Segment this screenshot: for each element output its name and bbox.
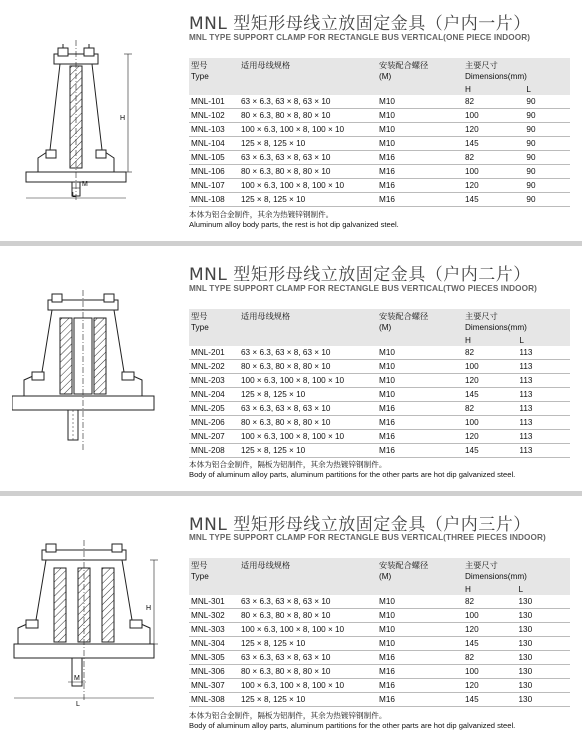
- header-l: L: [517, 584, 571, 595]
- table-row: [189, 679, 570, 693]
- section-divider: [0, 491, 582, 496]
- cell-h: 145: [463, 693, 517, 707]
- material-note: 本体为铝合金制件，隔板为铝制件，其余为热镀锌钢制件。 Body of aluminum alloy parts, aluminum partitions for the other parts are hot dip galvanized steel.: [189, 711, 516, 730]
- cell-spec: 63 × 6.3, 63 × 8, 63 × 10: [239, 402, 377, 416]
- cell-type: MNL-106: [189, 165, 239, 179]
- cell-l: 113: [517, 402, 570, 416]
- header-spec: 适用母线规格: [239, 558, 377, 584]
- table-row: [189, 346, 570, 360]
- header-bolt: 安装配合螺径 (M): [377, 309, 463, 335]
- cell-bolt: M10: [377, 623, 463, 637]
- cell-h: 145: [463, 388, 517, 402]
- cell-type: MNL-101: [189, 95, 239, 109]
- material-note: 本体为铝合金制件，其余为热镀锌钢制件。 Aluminum alloy body parts, the rest is hot dip galvanized steel.: [189, 210, 399, 229]
- header-h: H: [463, 335, 517, 346]
- cell-bolt: M10: [377, 637, 463, 651]
- cell-spec: 125 × 8, 125 × 10: [239, 193, 377, 207]
- cell-spec: 63 × 6.3, 63 × 8, 63 × 10: [239, 95, 377, 109]
- table-row: [189, 402, 570, 416]
- cell-h: 120: [463, 374, 517, 388]
- cell-l: 90: [524, 95, 570, 109]
- cell-bolt: M10: [377, 609, 463, 623]
- cell-spec: 100 × 6.3, 100 × 8, 100 × 10: [239, 179, 377, 193]
- table-row: [189, 137, 570, 151]
- cell-spec: 125 × 8, 125 × 10: [239, 137, 377, 151]
- table-row: [189, 609, 570, 623]
- section-title-cn: MNL 型矩形母线立放固定金具（户内三片）: [189, 515, 531, 535]
- cell-bolt: M16: [377, 416, 463, 430]
- cell-bolt: M10: [377, 137, 463, 151]
- cell-type: MNL-307: [189, 679, 239, 693]
- table-row: [189, 179, 570, 193]
- cell-type: MNL-203: [189, 374, 239, 388]
- table-row: [189, 637, 570, 651]
- cell-h: 100: [463, 165, 524, 179]
- cell-l: 113: [517, 360, 570, 374]
- header-spec: 适用母线规格: [239, 309, 377, 335]
- cell-type: MNL-107: [189, 179, 239, 193]
- cell-spec: 63 × 6.3, 63 × 8, 63 × 10: [239, 651, 377, 665]
- cell-l: 113: [517, 416, 570, 430]
- cell-h: 120: [463, 179, 524, 193]
- cell-type: MNL-208: [189, 444, 239, 458]
- cell-bolt: M16: [377, 151, 463, 165]
- table-row: [189, 109, 570, 123]
- cell-spec: 100 × 6.3, 100 × 8, 100 × 10: [239, 123, 377, 137]
- clamp-drawing-two-pieces: [12, 290, 162, 455]
- cell-type: MNL-206: [189, 416, 239, 430]
- cell-h: 100: [463, 609, 517, 623]
- cell-l: 90: [524, 165, 570, 179]
- cell-type: MNL-205: [189, 402, 239, 416]
- cell-bolt: M16: [377, 693, 463, 707]
- section-title-en: MNL TYPE SUPPORT CLAMP FOR RECTANGLE BUS VERTICAL(TWO PIECES INDOOR): [189, 284, 537, 293]
- section-title-en: MNL TYPE SUPPORT CLAMP FOR RECTANGLE BUS VERTICAL(ONE PIECE INDOOR): [189, 33, 531, 42]
- header-type: 型号 Type: [189, 309, 239, 335]
- dim-label-l: L: [72, 192, 76, 199]
- cell-type: MNL-301: [189, 595, 239, 609]
- dim-label-m: M: [74, 675, 80, 682]
- cell-l: 130: [517, 665, 571, 679]
- header-type: 型号 Type: [189, 58, 239, 84]
- cell-bolt: M16: [377, 165, 463, 179]
- cell-type: MNL-202: [189, 360, 239, 374]
- dim-label-m: M: [82, 181, 88, 188]
- cell-type: MNL-105: [189, 151, 239, 165]
- table-row: [189, 595, 570, 609]
- cell-h: 82: [463, 151, 524, 165]
- section-title-en: MNL TYPE SUPPORT CLAMP FOR RECTANGLE BUS VERTICAL(THREE PIECES INDOOR): [189, 533, 546, 542]
- section-divider: [0, 241, 582, 246]
- cell-h: 120: [463, 430, 517, 444]
- cell-h: 82: [463, 346, 517, 360]
- cell-l: 90: [524, 179, 570, 193]
- cell-type: MNL-201: [189, 346, 239, 360]
- cell-spec: 125 × 8, 125 × 10: [239, 637, 377, 651]
- cell-type: MNL-304: [189, 637, 239, 651]
- table-row: [189, 623, 570, 637]
- cell-bolt: M16: [377, 665, 463, 679]
- table-row: [189, 360, 570, 374]
- cell-type: MNL-108: [189, 193, 239, 207]
- cell-spec: 100 × 6.3, 100 × 8, 100 × 10: [239, 374, 377, 388]
- cell-h: 82: [463, 595, 517, 609]
- cell-type: MNL-306: [189, 665, 239, 679]
- cell-l: 130: [517, 679, 571, 693]
- table-row: [189, 665, 570, 679]
- cell-h: 82: [463, 651, 517, 665]
- cell-h: 100: [463, 109, 524, 123]
- cell-h: 100: [463, 416, 517, 430]
- header-l: L: [517, 335, 570, 346]
- cell-l: 113: [517, 388, 570, 402]
- header-bolt: 安装配合螺径 (M): [377, 558, 463, 584]
- table-row: [189, 95, 570, 109]
- cell-h: 82: [463, 95, 524, 109]
- cell-spec: 80 × 6.3, 80 × 8, 80 × 10: [239, 416, 377, 430]
- cell-spec: 80 × 6.3, 80 × 8, 80 × 10: [239, 165, 377, 179]
- table-row: [189, 651, 570, 665]
- cell-spec: 80 × 6.3, 80 × 8, 80 × 10: [239, 665, 377, 679]
- header-bolt: 安装配合螺径 (M): [377, 58, 463, 84]
- cell-spec: 100 × 6.3, 100 × 8, 100 × 10: [239, 623, 377, 637]
- cell-l: 90: [524, 109, 570, 123]
- cell-spec: 100 × 6.3, 100 × 8, 100 × 10: [239, 679, 377, 693]
- cell-bolt: M10: [377, 388, 463, 402]
- cell-l: 130: [517, 637, 571, 651]
- cell-bolt: M16: [377, 402, 463, 416]
- header-dimensions: 主要尺寸 Dimensions(mm): [463, 558, 570, 584]
- table-row: [189, 444, 570, 458]
- cell-h: 120: [463, 623, 517, 637]
- cell-l: 130: [517, 651, 571, 665]
- cell-type: MNL-308: [189, 693, 239, 707]
- cell-spec: 80 × 6.3, 80 × 8, 80 × 10: [239, 609, 377, 623]
- cell-l: 113: [517, 374, 570, 388]
- cell-bolt: M16: [377, 651, 463, 665]
- cell-spec: 63 × 6.3, 63 × 8, 63 × 10: [239, 595, 377, 609]
- cell-bolt: M10: [377, 109, 463, 123]
- cell-type: MNL-207: [189, 430, 239, 444]
- cell-l: 90: [524, 193, 570, 207]
- cell-l: 130: [517, 595, 571, 609]
- header-h: H: [463, 584, 517, 595]
- table-row: [189, 374, 570, 388]
- cell-bolt: M16: [377, 193, 463, 207]
- cell-spec: 63 × 6.3, 63 × 8, 63 × 10: [239, 151, 377, 165]
- cell-l: 113: [517, 444, 570, 458]
- cell-bolt: M16: [377, 444, 463, 458]
- cell-bolt: M16: [377, 679, 463, 693]
- cell-spec: 80 × 6.3, 80 × 8, 80 × 10: [239, 360, 377, 374]
- cell-l: 113: [517, 430, 570, 444]
- header-l: L: [524, 84, 570, 95]
- section-title-cn: MNL 型矩形母线立放固定金具（户内二片）: [189, 265, 531, 285]
- header-spec: 适用母线规格: [239, 58, 377, 84]
- cell-l: 113: [517, 346, 570, 360]
- cell-h: 120: [463, 679, 517, 693]
- cell-type: MNL-102: [189, 109, 239, 123]
- cell-h: 82: [463, 402, 517, 416]
- cell-h: 145: [463, 193, 524, 207]
- material-note: 本体为铝合金制件，隔板为铝制件，其余为热镀锌钢制件。 Body of aluminum alloy parts, aluminum partitions for the other parts are hot dip galvanized steel.: [189, 460, 516, 479]
- header-dimensions: 主要尺寸 Dimensions(mm): [463, 58, 570, 84]
- cell-bolt: M10: [377, 360, 463, 374]
- table-row: [189, 693, 570, 707]
- table-row: [189, 388, 570, 402]
- cell-bolt: M16: [377, 430, 463, 444]
- cell-h: 100: [463, 665, 517, 679]
- section-title-cn: MNL 型矩形母线立放固定金具（户内一片）: [189, 14, 531, 34]
- cell-bolt: M10: [377, 374, 463, 388]
- cell-spec: 63 × 6.3, 63 × 8, 63 × 10: [239, 346, 377, 360]
- spec-table-three-pieces: [189, 558, 570, 707]
- cell-spec: 80 × 6.3, 80 × 8, 80 × 10: [239, 109, 377, 123]
- cell-h: 120: [463, 123, 524, 137]
- cell-spec: 125 × 8, 125 × 10: [239, 693, 377, 707]
- header-h: H: [463, 84, 524, 95]
- table-row: [189, 123, 570, 137]
- cell-l: 130: [517, 693, 571, 707]
- spec-table-two-pieces: [189, 309, 570, 458]
- header-dimensions: 主要尺寸 Dimensions(mm): [463, 309, 570, 335]
- clamp-drawing-three-pieces: [4, 540, 164, 710]
- cell-type: MNL-104: [189, 137, 239, 151]
- cell-spec: 100 × 6.3, 100 × 8, 100 × 10: [239, 430, 377, 444]
- cell-type: MNL-302: [189, 609, 239, 623]
- cell-type: MNL-204: [189, 388, 239, 402]
- dim-label-l: L: [76, 701, 80, 708]
- clamp-drawing-one-piece: [20, 40, 140, 205]
- cell-bolt: M16: [377, 179, 463, 193]
- cell-type: MNL-303: [189, 623, 239, 637]
- cell-bolt: M10: [377, 595, 463, 609]
- cell-type: MNL-103: [189, 123, 239, 137]
- cell-bolt: M10: [377, 346, 463, 360]
- dim-label-h: H: [146, 605, 152, 612]
- cell-h: 145: [463, 637, 517, 651]
- table-row: [189, 151, 570, 165]
- cell-l: 90: [524, 137, 570, 151]
- table-row: [189, 193, 570, 207]
- cell-h: 145: [463, 137, 524, 151]
- cell-l: 90: [524, 151, 570, 165]
- cell-l: 90: [524, 123, 570, 137]
- cell-h: 145: [463, 444, 517, 458]
- cell-bolt: M10: [377, 123, 463, 137]
- cell-l: 130: [517, 609, 571, 623]
- cell-h: 100: [463, 360, 517, 374]
- cell-spec: 125 × 8, 125 × 10: [239, 444, 377, 458]
- table-row: [189, 416, 570, 430]
- header-type: 型号 Type: [189, 558, 239, 584]
- spec-table-one-piece: [189, 58, 570, 207]
- cell-l: 130: [517, 623, 571, 637]
- table-row: [189, 165, 570, 179]
- table-row: [189, 430, 570, 444]
- cell-bolt: M10: [377, 95, 463, 109]
- cell-type: MNL-305: [189, 651, 239, 665]
- cell-spec: 125 × 8, 125 × 10: [239, 388, 377, 402]
- dim-label-h: H: [120, 115, 126, 122]
